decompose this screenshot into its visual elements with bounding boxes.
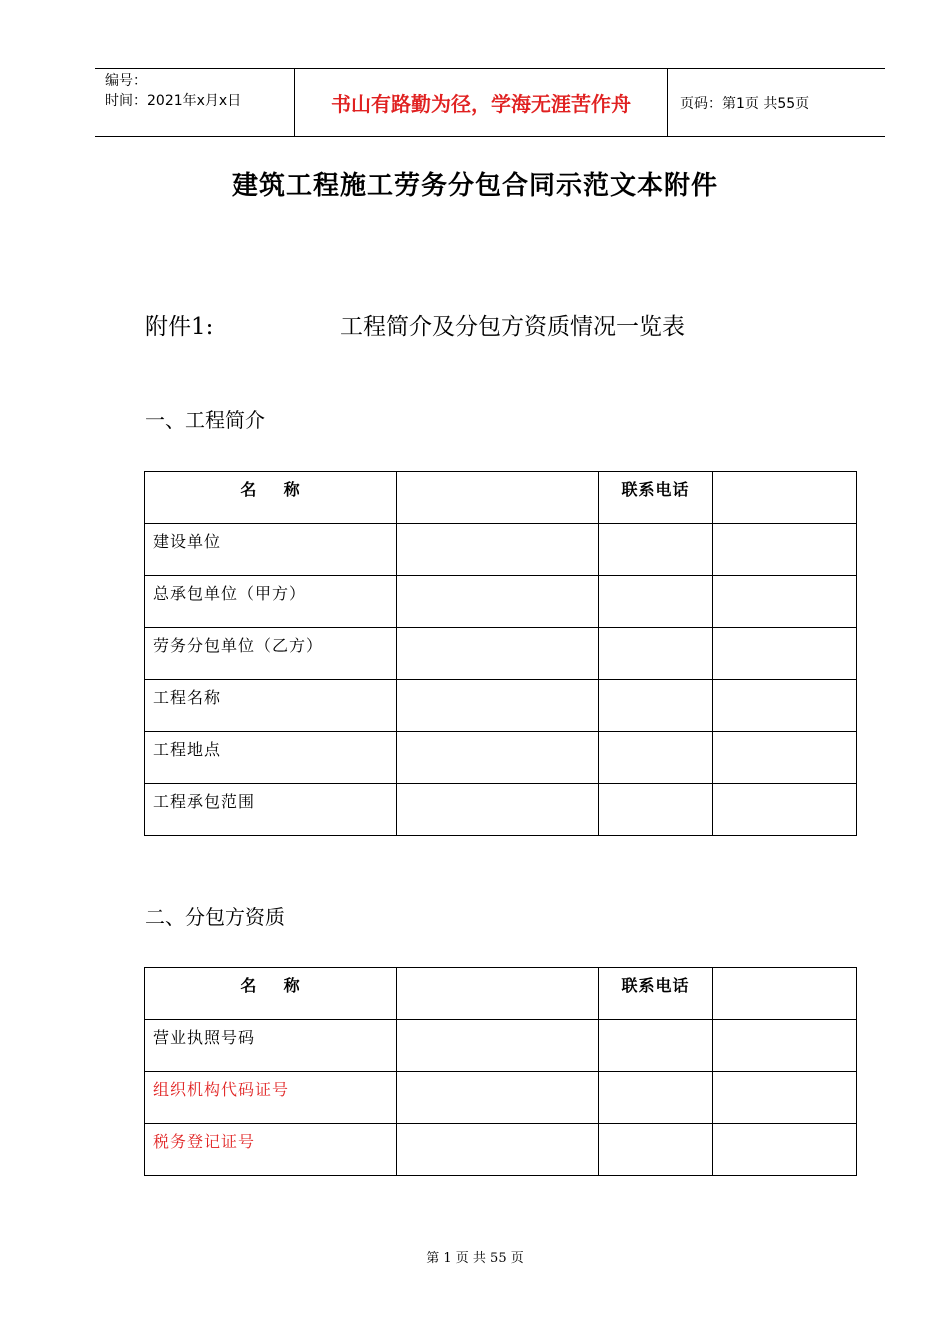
table-header-row bbox=[145, 968, 857, 1020]
row-cell[interactable] bbox=[599, 784, 713, 836]
row-cell[interactable] bbox=[713, 1124, 857, 1176]
table-row bbox=[145, 524, 857, 576]
row-value-cell[interactable] bbox=[397, 680, 599, 732]
header-meta bbox=[95, 69, 295, 136]
table-row bbox=[145, 732, 857, 784]
row-value-cell[interactable] bbox=[397, 784, 599, 836]
name-value-cell[interactable] bbox=[397, 968, 599, 1020]
header-motto: 书山有路勤为径，学海无涯苦作舟 bbox=[295, 69, 668, 136]
row-cell[interactable] bbox=[713, 680, 857, 732]
row-value-cell[interactable] bbox=[397, 1124, 599, 1176]
table-row bbox=[145, 1020, 857, 1072]
project-info-table bbox=[144, 471, 857, 836]
table-row bbox=[145, 1124, 857, 1176]
header-page-info: 页码：第1页 共55页 bbox=[680, 95, 810, 112]
time-label: 时间：2021年x月x日 bbox=[105, 93, 242, 109]
section1-heading: 一、工程简介 bbox=[145, 408, 265, 432]
row-cell[interactable] bbox=[713, 784, 857, 836]
row-value-cell[interactable] bbox=[397, 628, 599, 680]
row-value-cell[interactable] bbox=[397, 1072, 599, 1124]
row-value-cell[interactable] bbox=[397, 1020, 599, 1072]
annex-name: 工程简介及分包方资质情况一览表 bbox=[340, 314, 685, 340]
section2-heading: 二、分包方资质 bbox=[145, 905, 285, 929]
document-title: 建筑工程施工劳务分包合同示范文本附件 bbox=[231, 171, 718, 201]
row-cell[interactable] bbox=[599, 576, 713, 628]
header-phone-cell: 联系电话 bbox=[599, 472, 713, 524]
row-cell[interactable] bbox=[599, 1072, 713, 1124]
table-row bbox=[145, 576, 857, 628]
table-header-row bbox=[145, 472, 857, 524]
row-cell[interactable] bbox=[713, 576, 857, 628]
phone-value-cell[interactable] bbox=[713, 472, 857, 524]
row-cell[interactable] bbox=[599, 628, 713, 680]
row-cell[interactable] bbox=[599, 680, 713, 732]
row-cell[interactable] bbox=[713, 524, 857, 576]
page-footer: 第 1 页 共 55 页 bbox=[426, 1251, 524, 1266]
row-cell[interactable] bbox=[713, 628, 857, 680]
row-cell[interactable] bbox=[599, 1124, 713, 1176]
row-label: 工程地点 bbox=[145, 732, 397, 784]
row-label: 工程承包范围 bbox=[145, 784, 397, 836]
header-name-cell: 名 称 bbox=[145, 472, 397, 524]
table-row bbox=[145, 784, 857, 836]
row-label: 总承包单位（甲方） bbox=[145, 576, 397, 628]
name-value-cell[interactable] bbox=[397, 472, 599, 524]
row-label: 工程名称 bbox=[145, 680, 397, 732]
number-label: 编号： bbox=[105, 73, 147, 89]
header-name-cell: 名 称 bbox=[145, 968, 397, 1020]
row-label: 劳务分包单位（乙方） bbox=[145, 628, 397, 680]
row-cell[interactable] bbox=[713, 1020, 857, 1072]
row-cell[interactable] bbox=[713, 732, 857, 784]
table-row bbox=[145, 1072, 857, 1124]
annex-label: 附件1: bbox=[145, 314, 214, 340]
row-label: 建设单位 bbox=[145, 524, 397, 576]
row-label: 税务登记证号 bbox=[145, 1124, 397, 1176]
row-cell[interactable] bbox=[599, 1020, 713, 1072]
qualification-table bbox=[144, 967, 857, 1176]
header-phone-cell: 联系电话 bbox=[599, 968, 713, 1020]
table-row bbox=[145, 628, 857, 680]
row-cell[interactable] bbox=[713, 1072, 857, 1124]
phone-value-cell[interactable] bbox=[713, 968, 857, 1020]
row-value-cell[interactable] bbox=[397, 732, 599, 784]
row-label: 营业执照号码 bbox=[145, 1020, 397, 1072]
table-row bbox=[145, 680, 857, 732]
row-cell[interactable] bbox=[599, 524, 713, 576]
page-header bbox=[95, 68, 885, 137]
row-cell[interactable] bbox=[599, 732, 713, 784]
row-label: 组织机构代码证号 bbox=[145, 1072, 397, 1124]
row-value-cell[interactable] bbox=[397, 576, 599, 628]
row-value-cell[interactable] bbox=[397, 524, 599, 576]
